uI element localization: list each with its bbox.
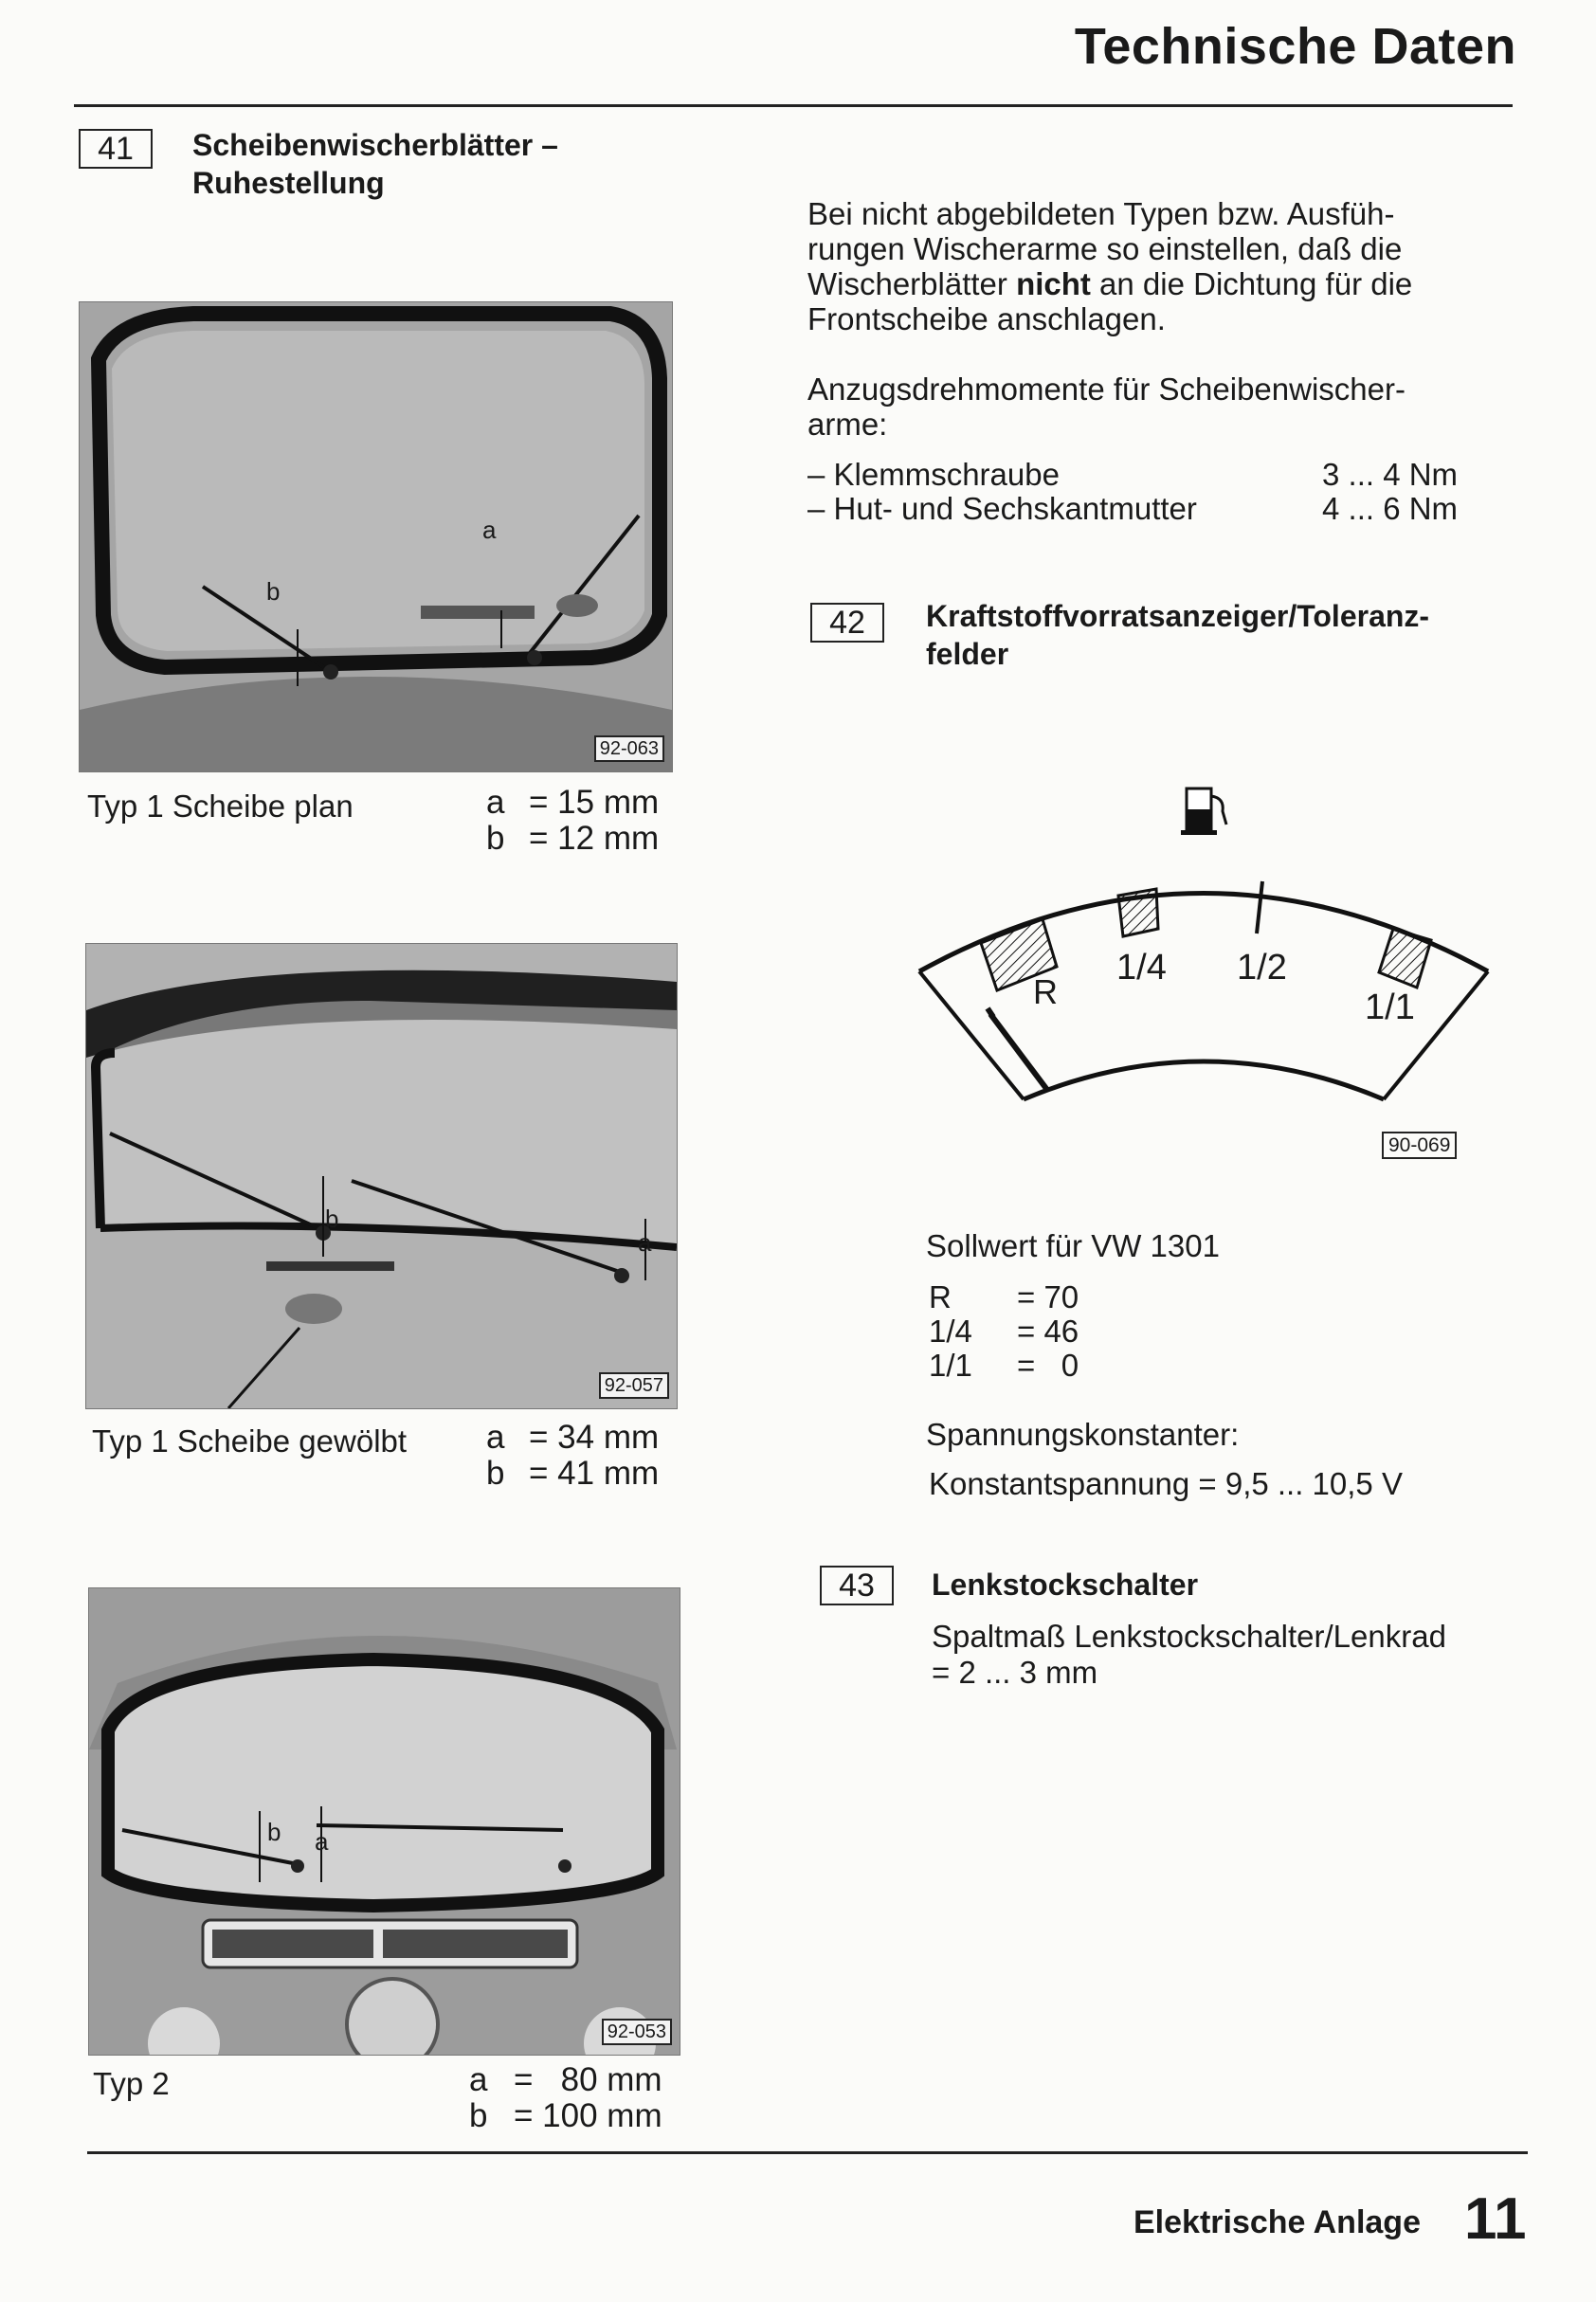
intro-line: Frontscheibe anschlagen.: [807, 301, 1166, 336]
measure-b-label: b: [486, 820, 505, 857]
gauge-needle: [990, 1014, 1047, 1090]
measure-a-value: = 15 mm: [529, 784, 660, 821]
tolerance-field-quarter: [1118, 889, 1158, 936]
measure-mark-b: b: [266, 577, 281, 606]
measure-a-label: a: [486, 784, 505, 821]
section-number-42: 42: [810, 603, 884, 643]
page-title: Technische Daten: [1074, 18, 1516, 75]
setpoint-value: = 46: [1017, 1314, 1079, 1349]
tolerance-field-full: [1379, 929, 1431, 988]
section-41-title-line2: Ruhestellung: [192, 166, 385, 200]
intro-emphasis: nicht: [1016, 266, 1091, 301]
setpoint-label: 1/1: [929, 1348, 972, 1383]
intro-text: Wischerblätter: [807, 266, 1017, 301]
torque-heading-line2: arme:: [807, 407, 888, 442]
intro-paragraph: [807, 196, 1412, 336]
measure-a-value: = 34 mm: [529, 1419, 660, 1456]
torque-heading: [807, 372, 1406, 442]
photo-caption: Typ 1 Scheibe plan: [87, 788, 354, 824]
measure-b-value: = 41 mm: [529, 1455, 660, 1492]
torque-heading-line1: Anzugsdrehmomente für Scheibenwischer-: [807, 372, 1406, 407]
torque-item-value: 4 ... 6 Nm: [1322, 491, 1459, 526]
stabilizer-value: Konstantspannung = 9,5 ... 10,5 V: [929, 1466, 1403, 1501]
section-42-title-line1: Kraftstoffvorratsanzeiger/Toleranz-: [926, 599, 1430, 633]
page-number: 11: [1464, 2186, 1527, 2252]
gauge-label-quarter: 1/4: [1116, 948, 1167, 988]
photo-typ1-gewoelbt: [85, 943, 678, 1409]
section-43-title: Lenkstockschalter: [932, 1568, 1199, 1602]
photo-typ2: [88, 1587, 680, 2056]
measure-b-label: b: [486, 1455, 505, 1492]
header-rule: [74, 104, 1513, 107]
section-number-43: 43: [820, 1566, 894, 1605]
intro-line: rungen Wischerarme so einstellen, daß die: [807, 231, 1403, 266]
setpoint-heading: Sollwert für VW 1301: [926, 1228, 1220, 1263]
torque-item-label: – Hut- und Sechskantmutter: [807, 491, 1197, 526]
section-42-title: [926, 597, 1429, 673]
measure-a-value: = 80 mm: [514, 2061, 662, 2098]
photo-typ1-plan: [79, 301, 673, 772]
intro-text: an die Dichtung für die: [1090, 266, 1413, 301]
photo-code: 92-063: [594, 735, 664, 762]
measure-mark-b: b: [267, 1818, 281, 1846]
intro-line: Bei nicht abgebildeten Typen bzw. Ausfüh-: [807, 196, 1395, 231]
measure-mark-a: a: [482, 516, 497, 544]
torque-item-label: – Klemmschraube: [807, 457, 1060, 492]
intro-line: [807, 266, 1412, 301]
photo-caption: Typ 2: [93, 2066, 170, 2101]
section-43-line1: Spaltmaß Lenkstockschalter/Lenkrad: [932, 1619, 1446, 1654]
section-41-title: [192, 126, 558, 202]
measure-mark-a: a: [638, 1228, 652, 1257]
section-41-title-line1: Scheibenwischerblätter –: [192, 128, 558, 162]
stabilizer-heading: Spannungskonstanter:: [926, 1417, 1240, 1452]
gauge-label-r: R: [1033, 972, 1058, 1011]
setpoint-value: = 0: [1017, 1348, 1079, 1383]
measure-b-value: = 100 mm: [514, 2097, 662, 2134]
setpoint-label: R: [929, 1279, 952, 1314]
section-43-line2: = 2 ... 3 mm: [932, 1655, 1098, 1690]
photo-caption: Typ 1 Scheibe gewölbt: [92, 1423, 408, 1459]
footer-section-label: Elektrische Anlage: [1134, 2204, 1421, 2240]
measure-a-label: a: [486, 1419, 505, 1456]
torque-item-value: 3 ... 4 Nm: [1322, 457, 1459, 492]
gauge-label-half: 1/2: [1237, 948, 1287, 988]
setpoint-label: 1/4: [929, 1314, 972, 1349]
fuel-gauge-diagram: [910, 777, 1497, 1166]
measure-mark-b: b: [325, 1205, 339, 1233]
figure-code: 90-069: [1382, 1132, 1457, 1159]
measure-a-label: a: [469, 2061, 488, 2098]
measure-b-label: b: [469, 2097, 488, 2134]
photo-code: 92-053: [602, 2019, 672, 2045]
section-42-title-line2: felder: [926, 637, 1009, 671]
fuel-pump-icon: [1181, 788, 1226, 835]
section-number-41: 41: [79, 129, 153, 169]
setpoint-value: = 70: [1017, 1279, 1079, 1314]
measure-mark-a: a: [315, 1827, 329, 1856]
measure-b-value: = 12 mm: [529, 820, 660, 857]
footer-rule: [87, 2151, 1528, 2154]
photo-code: 92-057: [599, 1372, 669, 1399]
gauge-label-full: 1/1: [1365, 988, 1415, 1027]
